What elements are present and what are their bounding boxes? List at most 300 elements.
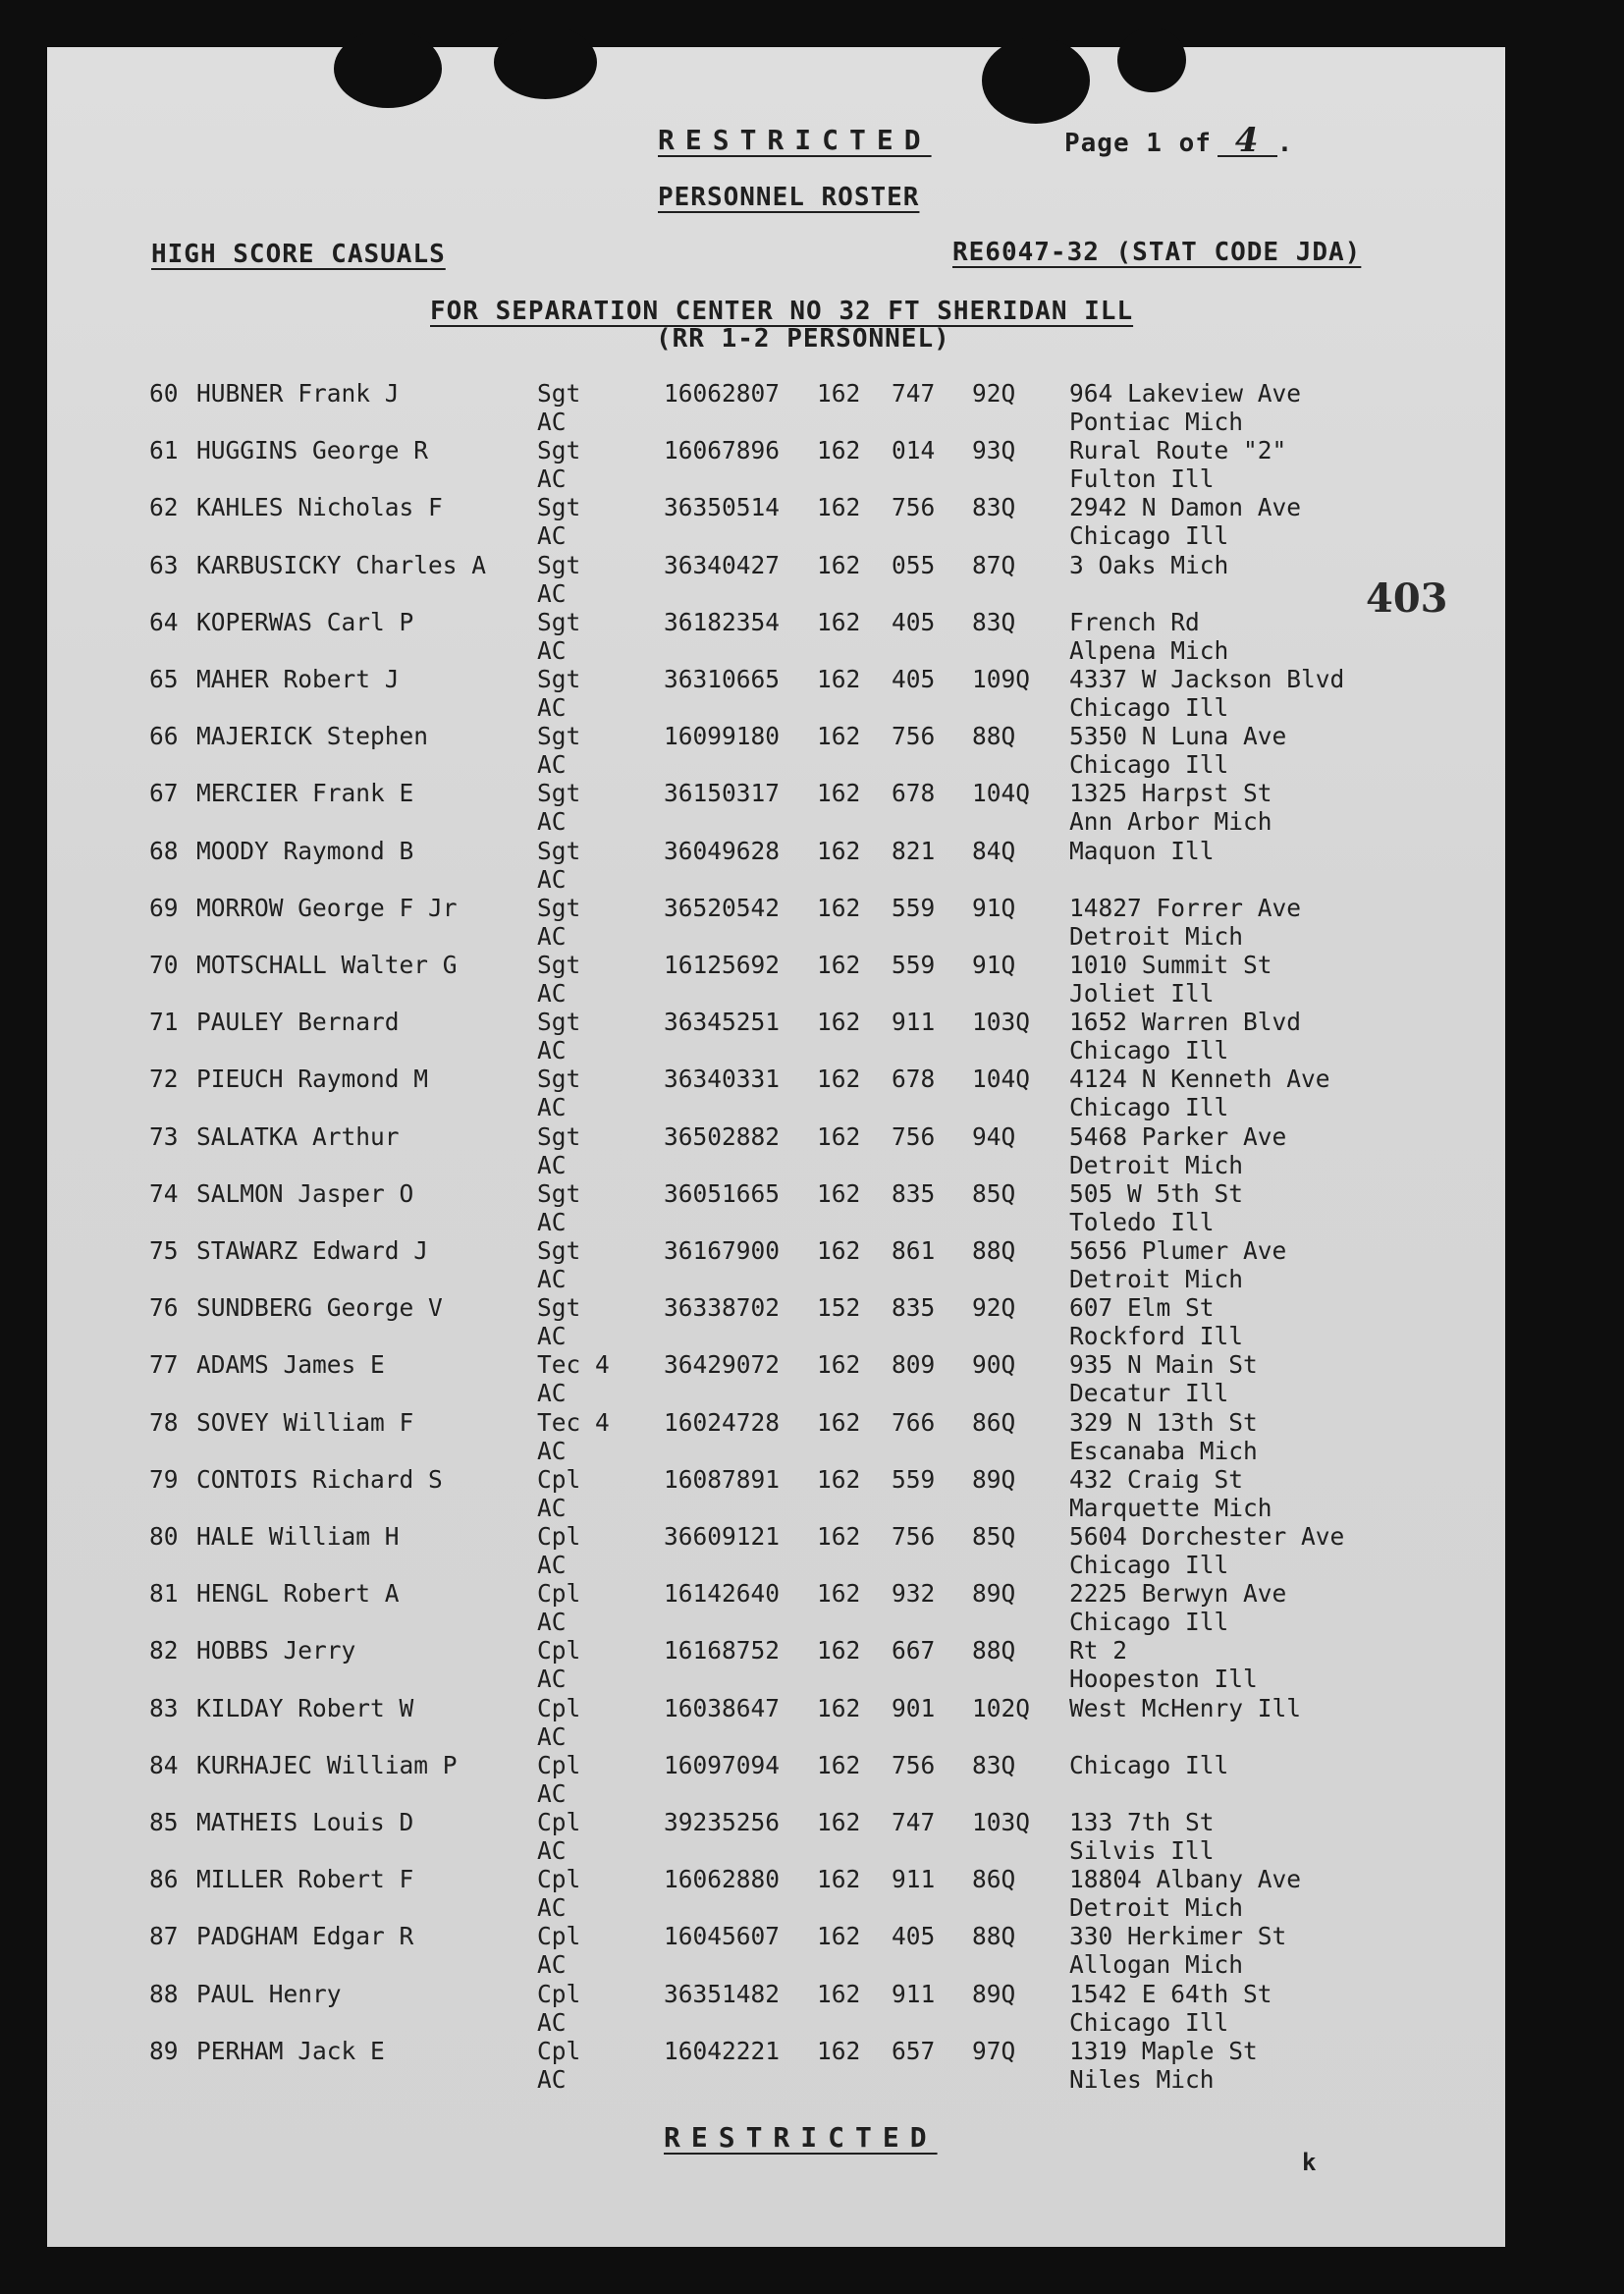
cell-b: 405 bbox=[892, 665, 936, 693]
cell-b: 678 bbox=[892, 779, 936, 808]
table-row bbox=[47, 1751, 1505, 1808]
cell-score: 88Q bbox=[972, 722, 1016, 751]
cell-serial: 39235256 bbox=[664, 1808, 781, 1836]
cell-arm: AC bbox=[537, 1836, 567, 1865]
cell-a: 162 bbox=[817, 1350, 861, 1380]
cell-arm: AC bbox=[537, 1093, 567, 1122]
cell-no: 85 bbox=[149, 1808, 179, 1836]
cell-b: 809 bbox=[892, 1350, 936, 1380]
cell-b: 756 bbox=[892, 1121, 936, 1151]
cell-name: MAJERICK Stephen bbox=[196, 722, 429, 751]
cell-score: 92Q bbox=[972, 379, 1016, 408]
cell-addr1: 5468 Parker Ave bbox=[1069, 1121, 1287, 1151]
cell-arm: AC bbox=[537, 1721, 567, 1751]
cell-score: 85Q bbox=[972, 1178, 1016, 1208]
cell-score: 109Q bbox=[972, 665, 1031, 693]
table-row bbox=[47, 551, 1505, 608]
cell-arm: AC bbox=[537, 1778, 567, 1808]
cell-grade: Sgt bbox=[537, 1236, 581, 1265]
cell-no: 68 bbox=[149, 836, 179, 865]
cell-score: 104Q bbox=[972, 1065, 1031, 1094]
cell-no: 62 bbox=[149, 493, 179, 522]
destination-heading: FOR SEPARATION CENTER NO 32 FT SHERIDAN ILL bbox=[430, 297, 1134, 326]
classification-bottom: RESTRICTED bbox=[664, 2121, 938, 2154]
cell-b: 835 bbox=[892, 1293, 936, 1323]
cell-b: 405 bbox=[892, 607, 936, 636]
cell-arm: AC bbox=[537, 408, 567, 436]
cell-a: 162 bbox=[817, 493, 861, 522]
cell-addr1: 4337 W Jackson Blvd bbox=[1069, 665, 1345, 693]
cell-score: 88Q bbox=[972, 1922, 1016, 1951]
cell-a: 162 bbox=[817, 1121, 861, 1151]
roster-title: PERSONNEL ROSTER bbox=[658, 183, 920, 212]
cell-grade: Sgt bbox=[537, 1178, 581, 1208]
cell-arm: AC bbox=[537, 693, 567, 722]
cell-b: 835 bbox=[892, 1178, 936, 1208]
cell-score: 91Q bbox=[972, 951, 1016, 979]
cell-no: 73 bbox=[149, 1121, 179, 1151]
cell-name: SOVEY William F bbox=[196, 1407, 414, 1437]
table-row bbox=[47, 1293, 1505, 1350]
table-row bbox=[47, 379, 1505, 436]
cell-b: 747 bbox=[892, 1808, 936, 1836]
cell-score: 89Q bbox=[972, 1579, 1016, 1609]
cell-name: KURHAJEC William P bbox=[196, 1750, 458, 1779]
cell-name: KARBUSICKY Charles A bbox=[196, 550, 487, 579]
cell-addr2: Pontiac Mich bbox=[1069, 408, 1244, 436]
cell-addr1: 133 7th St bbox=[1069, 1808, 1215, 1836]
cell-a: 162 bbox=[817, 1008, 861, 1037]
cell-a: 162 bbox=[817, 1522, 861, 1551]
cell-no: 84 bbox=[149, 1750, 179, 1779]
cell-addr1: 18804 Albany Ave bbox=[1069, 1865, 1302, 1894]
cell-a: 162 bbox=[817, 1636, 861, 1666]
cell-arm: AC bbox=[537, 1608, 567, 1637]
cell-addr2: Fulton Ill bbox=[1069, 464, 1215, 494]
cell-serial: 36429072 bbox=[664, 1350, 781, 1380]
cell-addr2: Ann Arbor Mich bbox=[1069, 807, 1272, 837]
cell-no: 89 bbox=[149, 2036, 179, 2065]
cell-no: 70 bbox=[149, 951, 179, 979]
cell-arm: AC bbox=[537, 2007, 567, 2037]
table-row bbox=[47, 436, 1505, 493]
cell-a: 162 bbox=[817, 436, 861, 465]
cell-no: 76 bbox=[149, 1293, 179, 1323]
cell-grade: Cpl bbox=[537, 1636, 581, 1666]
cell-grade: Cpl bbox=[537, 1979, 581, 2008]
cell-b: 911 bbox=[892, 1979, 936, 2008]
cell-grade: Sgt bbox=[537, 493, 581, 522]
cell-serial: 16024728 bbox=[664, 1407, 781, 1437]
table-row bbox=[47, 1579, 1505, 1636]
cell-grade: Sgt bbox=[537, 665, 581, 693]
cell-a: 162 bbox=[817, 1464, 861, 1494]
cell-addr2: Niles Mich bbox=[1069, 2064, 1215, 2094]
table-row bbox=[47, 1179, 1505, 1236]
cell-score: 83Q bbox=[972, 493, 1016, 522]
table-row bbox=[47, 1008, 1505, 1065]
cell-serial: 36351482 bbox=[664, 1979, 781, 2008]
page-indicator: Page 1 of 4 . bbox=[1064, 121, 1294, 160]
cell-addr1: French Rd bbox=[1069, 607, 1200, 636]
cell-b: 559 bbox=[892, 893, 936, 922]
cell-no: 77 bbox=[149, 1350, 179, 1380]
cell-addr1: 5656 Plumer Ave bbox=[1069, 1236, 1287, 1265]
table-row bbox=[47, 951, 1505, 1008]
cell-no: 88 bbox=[149, 1979, 179, 2008]
cell-name: ADAMS James E bbox=[196, 1350, 385, 1380]
cell-score: 103Q bbox=[972, 1808, 1031, 1836]
cell-a: 152 bbox=[817, 1293, 861, 1323]
cell-a: 162 bbox=[817, 1865, 861, 1894]
table-row bbox=[47, 1808, 1505, 1865]
cell-addr1: 1542 E 64th St bbox=[1069, 1979, 1272, 2008]
margin-mark: 403 bbox=[1366, 575, 1448, 622]
cell-a: 162 bbox=[817, 1922, 861, 1951]
cell-score: 94Q bbox=[972, 1121, 1016, 1151]
table-row bbox=[47, 1350, 1505, 1407]
cell-b: 766 bbox=[892, 1407, 936, 1437]
table-row bbox=[47, 1522, 1505, 1579]
table-row bbox=[47, 837, 1505, 894]
cell-arm: AC bbox=[537, 979, 567, 1008]
cell-name: CONTOIS Richard S bbox=[196, 1464, 443, 1494]
cell-no: 74 bbox=[149, 1178, 179, 1208]
cell-name: MAHER Robert J bbox=[196, 665, 400, 693]
cell-arm: AC bbox=[537, 1493, 567, 1522]
cell-addr2: Joliet Ill bbox=[1069, 979, 1215, 1008]
cell-no: 83 bbox=[149, 1693, 179, 1722]
cell-no: 61 bbox=[149, 436, 179, 465]
cell-score: 88Q bbox=[972, 1636, 1016, 1666]
classification-top: RESTRICTED bbox=[658, 124, 932, 156]
cell-serial: 16168752 bbox=[664, 1636, 781, 1666]
table-row bbox=[47, 1865, 1505, 1922]
cell-addr2: Detroit Mich bbox=[1069, 1150, 1244, 1179]
cell-addr2: Chicago Ill bbox=[1069, 1608, 1229, 1637]
cell-grade: Cpl bbox=[537, 1464, 581, 1494]
cell-name: HENGL Robert A bbox=[196, 1579, 400, 1609]
cell-a: 162 bbox=[817, 1407, 861, 1437]
cell-no: 71 bbox=[149, 1008, 179, 1037]
cell-addr1: 5604 Dorchester Ave bbox=[1069, 1522, 1345, 1551]
cell-serial: 16038647 bbox=[664, 1693, 781, 1722]
cell-grade: Cpl bbox=[537, 2036, 581, 2065]
cell-arm: AC bbox=[537, 807, 567, 837]
cell-score: 91Q bbox=[972, 893, 1016, 922]
cell-no: 80 bbox=[149, 1522, 179, 1551]
cell-b: 901 bbox=[892, 1693, 936, 1722]
cell-score: 87Q bbox=[972, 550, 1016, 579]
cell-no: 72 bbox=[149, 1065, 179, 1094]
cell-addr1: Maquon Ill bbox=[1069, 836, 1215, 865]
cell-no: 78 bbox=[149, 1407, 179, 1437]
cell-a: 162 bbox=[817, 1236, 861, 1265]
cell-a: 162 bbox=[817, 722, 861, 751]
cell-name: MOTSCHALL Walter G bbox=[196, 951, 458, 979]
cell-b: 405 bbox=[892, 1922, 936, 1951]
cell-a: 162 bbox=[817, 607, 861, 636]
cell-grade: Sgt bbox=[537, 1065, 581, 1094]
cell-b: 756 bbox=[892, 1750, 936, 1779]
cell-b: 559 bbox=[892, 1464, 936, 1494]
cell-addr2: Marquette Mich bbox=[1069, 1493, 1272, 1522]
cell-no: 79 bbox=[149, 1464, 179, 1494]
cell-serial: 16062880 bbox=[664, 1865, 781, 1894]
cell-serial: 36502882 bbox=[664, 1121, 781, 1151]
cell-score: 103Q bbox=[972, 1008, 1031, 1037]
cell-serial: 16125692 bbox=[664, 951, 781, 979]
cell-a: 162 bbox=[817, 2036, 861, 2065]
cell-addr2: Chicago Ill bbox=[1069, 521, 1229, 551]
table-row bbox=[47, 1122, 1505, 1179]
cell-score: 92Q bbox=[972, 1293, 1016, 1323]
cell-addr2: Chicago Ill bbox=[1069, 750, 1229, 780]
cell-serial: 16099180 bbox=[664, 722, 781, 751]
table-row bbox=[47, 1636, 1505, 1693]
table-row bbox=[47, 779, 1505, 836]
cell-b: 932 bbox=[892, 1579, 936, 1609]
cell-a: 162 bbox=[817, 1808, 861, 1836]
cell-arm: AC bbox=[537, 750, 567, 780]
cell-addr1: Rural Route "2" bbox=[1069, 436, 1287, 465]
cell-no: 87 bbox=[149, 1922, 179, 1951]
cell-name: HUBNER Frank J bbox=[196, 379, 400, 408]
cell-a: 162 bbox=[817, 836, 861, 865]
cell-addr1: 14827 Forrer Ave bbox=[1069, 893, 1302, 922]
cell-addr1: West McHenry Ill bbox=[1069, 1693, 1302, 1722]
cell-b: 678 bbox=[892, 1065, 936, 1094]
cell-grade: Sgt bbox=[537, 1293, 581, 1323]
cell-name: PAUL Henry bbox=[196, 1979, 342, 2008]
cell-arm: AC bbox=[537, 1379, 567, 1408]
cell-name: HUGGINS George R bbox=[196, 436, 429, 465]
cell-addr2: Rockford Ill bbox=[1069, 1322, 1244, 1351]
cell-addr2: Silvis Ill bbox=[1069, 1836, 1215, 1865]
cell-serial: 36609121 bbox=[664, 1522, 781, 1551]
cell-no: 65 bbox=[149, 665, 179, 693]
cell-serial: 36150317 bbox=[664, 779, 781, 808]
cell-b: 055 bbox=[892, 550, 936, 579]
cell-addr2: Detroit Mich bbox=[1069, 921, 1244, 951]
cell-addr1: 505 W 5th St bbox=[1069, 1178, 1244, 1208]
table-row bbox=[47, 894, 1505, 951]
cell-serial: 16097094 bbox=[664, 1750, 781, 1779]
cell-serial: 36167900 bbox=[664, 1236, 781, 1265]
cell-a: 162 bbox=[817, 1579, 861, 1609]
cell-b: 756 bbox=[892, 493, 936, 522]
cell-a: 162 bbox=[817, 1979, 861, 2008]
cell-addr1: 2942 N Damon Ave bbox=[1069, 493, 1302, 522]
page-of: 1 of bbox=[1146, 129, 1212, 158]
cell-no: 86 bbox=[149, 1865, 179, 1894]
cell-name: SUNDBERG George V bbox=[196, 1293, 443, 1323]
cell-a: 162 bbox=[817, 1065, 861, 1094]
page-label: Page bbox=[1064, 129, 1130, 158]
cell-serial: 16087891 bbox=[664, 1464, 781, 1494]
cell-name: MORROW George F Jr bbox=[196, 893, 458, 922]
cell-arm: AC bbox=[537, 1436, 567, 1465]
cell-arm: AC bbox=[537, 1036, 567, 1065]
cell-arm: AC bbox=[537, 635, 567, 665]
cell-addr2: Chicago Ill bbox=[1069, 693, 1229, 722]
cell-addr1: 2225 Berwyn Ave bbox=[1069, 1579, 1287, 1609]
table-row bbox=[47, 493, 1505, 550]
cell-b: 911 bbox=[892, 1865, 936, 1894]
cell-arm: AC bbox=[537, 1665, 567, 1694]
cell-name: STAWARZ Edward J bbox=[196, 1236, 429, 1265]
cell-b: 911 bbox=[892, 1008, 936, 1037]
cell-a: 162 bbox=[817, 1693, 861, 1722]
cell-b: 014 bbox=[892, 436, 936, 465]
cell-addr1: Chicago Ill bbox=[1069, 1750, 1229, 1779]
cell-addr2: Alpena Mich bbox=[1069, 635, 1229, 665]
cell-serial: 16045607 bbox=[664, 1922, 781, 1951]
cell-arm: AC bbox=[537, 1551, 567, 1579]
cell-name: MERCIER Frank E bbox=[196, 779, 414, 808]
cell-no: 75 bbox=[149, 1236, 179, 1265]
cell-grade: Sgt bbox=[537, 951, 581, 979]
table-row bbox=[47, 1980, 1505, 2037]
cell-grade: Sgt bbox=[537, 893, 581, 922]
cell-addr1: 329 N 13th St bbox=[1069, 1407, 1258, 1437]
cell-addr2: Chicago Ill bbox=[1069, 1093, 1229, 1122]
cell-b: 756 bbox=[892, 1522, 936, 1551]
cell-score: 89Q bbox=[972, 1464, 1016, 1494]
cell-score: 83Q bbox=[972, 607, 1016, 636]
table-row bbox=[47, 1694, 1505, 1751]
cell-arm: AC bbox=[537, 1150, 567, 1179]
cell-arm: AC bbox=[537, 1265, 567, 1293]
cell-a: 162 bbox=[817, 893, 861, 922]
cell-score: 88Q bbox=[972, 1236, 1016, 1265]
cell-grade: Sgt bbox=[537, 379, 581, 408]
cell-serial: 36350514 bbox=[664, 493, 781, 522]
cell-arm: AC bbox=[537, 1207, 567, 1236]
cell-grade: Sgt bbox=[537, 550, 581, 579]
cell-no: 67 bbox=[149, 779, 179, 808]
table-row bbox=[47, 1465, 1505, 1522]
cell-addr1: 432 Craig St bbox=[1069, 1464, 1244, 1494]
cell-a: 162 bbox=[817, 550, 861, 579]
cell-no: 60 bbox=[149, 379, 179, 408]
cell-arm: AC bbox=[537, 864, 567, 894]
cell-name: MOODY Raymond B bbox=[196, 836, 414, 865]
stat-code: RE6047-32 (STAT CODE JDA) bbox=[952, 238, 1362, 267]
document-page bbox=[47, 47, 1505, 2247]
cell-a: 162 bbox=[817, 779, 861, 808]
cell-grade: Tec 4 bbox=[537, 1407, 610, 1437]
cell-score: 84Q bbox=[972, 836, 1016, 865]
cell-grade: Sgt bbox=[537, 1121, 581, 1151]
cell-no: 66 bbox=[149, 722, 179, 751]
cell-name: HALE William H bbox=[196, 1522, 400, 1551]
cell-arm: AC bbox=[537, 1950, 567, 1980]
cell-b: 559 bbox=[892, 951, 936, 979]
cell-serial: 36049628 bbox=[664, 836, 781, 865]
cell-addr2: Decatur Ill bbox=[1069, 1379, 1229, 1408]
cell-arm: AC bbox=[537, 1893, 567, 1923]
cell-serial: 16142640 bbox=[664, 1579, 781, 1609]
cell-score: 86Q bbox=[972, 1407, 1016, 1437]
cell-name: PADGHAM Edgar R bbox=[196, 1922, 414, 1951]
cell-name: KILDAY Robert W bbox=[196, 1693, 414, 1722]
cell-score: 104Q bbox=[972, 779, 1031, 808]
cell-score: 97Q bbox=[972, 2036, 1016, 2065]
cell-grade: Sgt bbox=[537, 436, 581, 465]
cell-score: 102Q bbox=[972, 1693, 1031, 1722]
cell-addr1: 1325 Harpst St bbox=[1069, 779, 1272, 808]
cell-a: 162 bbox=[817, 1750, 861, 1779]
cell-name: PIEUCH Raymond M bbox=[196, 1065, 429, 1094]
left-heading: HIGH SCORE CASUALS bbox=[151, 240, 446, 269]
table-row bbox=[47, 665, 1505, 722]
cell-grade: Cpl bbox=[537, 1808, 581, 1836]
cell-grade: Tec 4 bbox=[537, 1350, 610, 1380]
table-row bbox=[47, 1922, 1505, 1979]
cell-addr1: 4124 N Kenneth Ave bbox=[1069, 1065, 1330, 1094]
cell-b: 747 bbox=[892, 379, 936, 408]
cell-addr1: 1652 Warren Blvd bbox=[1069, 1008, 1302, 1037]
cell-serial: 36338702 bbox=[664, 1293, 781, 1323]
cell-name: MILLER Robert F bbox=[196, 1865, 414, 1894]
cell-score: 89Q bbox=[972, 1979, 1016, 2008]
cell-grade: Sgt bbox=[537, 836, 581, 865]
cell-grade: Cpl bbox=[537, 1693, 581, 1722]
cell-serial: 36310665 bbox=[664, 665, 781, 693]
cell-serial: 16042221 bbox=[664, 2036, 781, 2065]
cell-arm: AC bbox=[537, 578, 567, 608]
cell-serial: 36340427 bbox=[664, 550, 781, 579]
table-row bbox=[47, 722, 1505, 779]
cell-a: 162 bbox=[817, 665, 861, 693]
cell-grade: Sgt bbox=[537, 722, 581, 751]
cell-addr2: Toledo Ill bbox=[1069, 1207, 1215, 1236]
cell-addr2: Chicago Ill bbox=[1069, 1036, 1229, 1065]
cell-score: 83Q bbox=[972, 1750, 1016, 1779]
cell-arm: AC bbox=[537, 1322, 567, 1351]
cell-a: 162 bbox=[817, 951, 861, 979]
cell-addr1: 1010 Summit St bbox=[1069, 951, 1272, 979]
cell-addr2: Escanaba Mich bbox=[1069, 1436, 1258, 1465]
cell-addr1: 964 Lakeview Ave bbox=[1069, 379, 1302, 408]
cell-serial: 36340331 bbox=[664, 1065, 781, 1094]
cell-arm: AC bbox=[537, 2064, 567, 2094]
cell-arm: AC bbox=[537, 921, 567, 951]
cell-addr1: 330 Herkimer St bbox=[1069, 1922, 1287, 1951]
cell-grade: Sgt bbox=[537, 1008, 581, 1037]
cell-b: 756 bbox=[892, 722, 936, 751]
cell-grade: Sgt bbox=[537, 779, 581, 808]
sub-heading: (RR 1-2 PERSONNEL) bbox=[656, 324, 950, 354]
cell-a: 162 bbox=[817, 379, 861, 408]
cell-name: HOBBS Jerry bbox=[196, 1636, 356, 1666]
cell-a: 162 bbox=[817, 1178, 861, 1208]
cell-name: KAHLES Nicholas F bbox=[196, 493, 443, 522]
cell-b: 657 bbox=[892, 2036, 936, 2065]
cell-b: 861 bbox=[892, 1236, 936, 1265]
cell-name: KOPERWAS Carl P bbox=[196, 607, 414, 636]
cell-serial: 16062807 bbox=[664, 379, 781, 408]
cell-addr1: 607 Elm St bbox=[1069, 1293, 1215, 1323]
cell-grade: Cpl bbox=[537, 1865, 581, 1894]
cell-no: 69 bbox=[149, 893, 179, 922]
cell-serial: 36520542 bbox=[664, 893, 781, 922]
cell-addr1: 3 Oaks Mich bbox=[1069, 550, 1229, 579]
cell-addr2: Chicago Ill bbox=[1069, 2007, 1229, 2037]
cell-arm: AC bbox=[537, 521, 567, 551]
table-row bbox=[47, 1065, 1505, 1121]
